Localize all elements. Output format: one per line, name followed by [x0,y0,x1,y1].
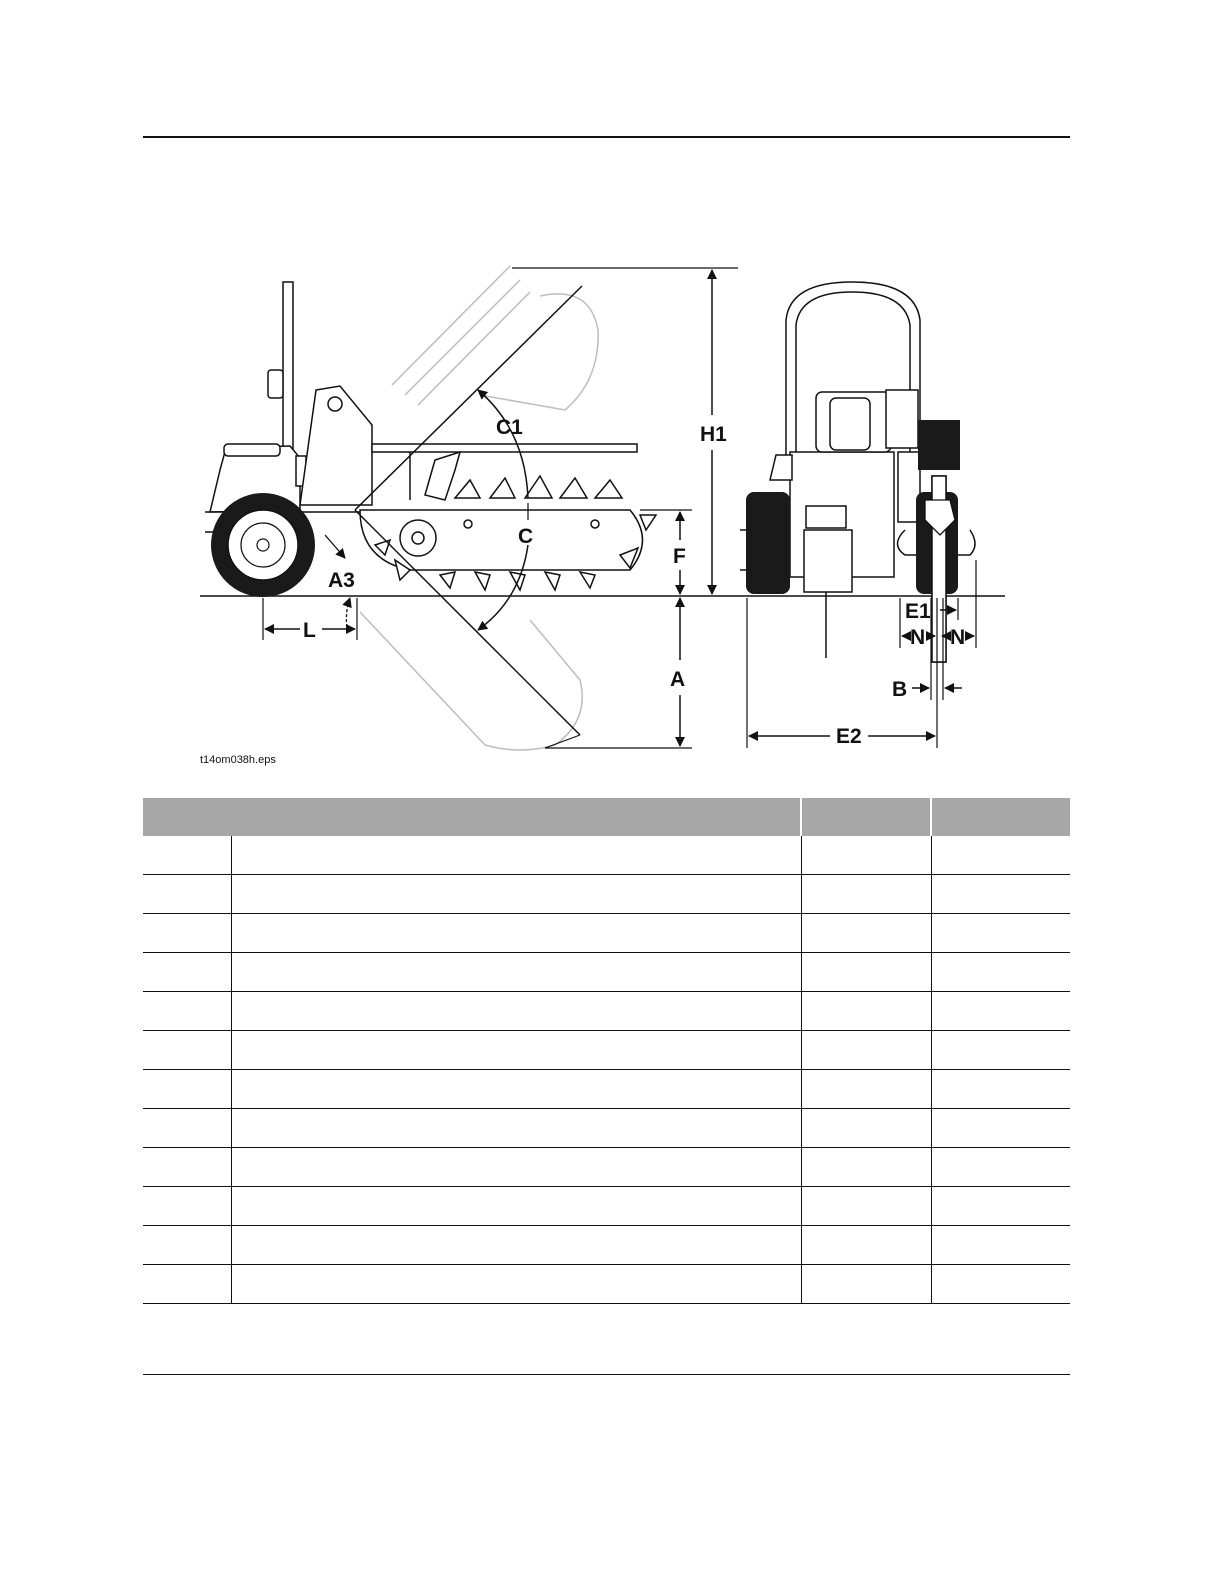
trencher-dimension-diagram [0,0,1224,790]
label-c1: C1 [496,416,523,439]
table-cell [231,1226,801,1265]
boom-lowered-outline [360,612,582,750]
table-cell [231,1187,801,1226]
table-cell [143,992,231,1031]
table-cell [231,1070,801,1109]
table-row [143,914,1070,953]
table-row [143,1226,1070,1265]
table-row [143,1265,1070,1304]
label-e2: E2 [836,725,862,748]
table-cell [801,1265,931,1304]
table-cell [231,875,801,914]
table-cell [801,875,931,914]
table-cell [931,1031,1070,1070]
table-row [143,1109,1070,1148]
table-cell [231,914,801,953]
table-cell [801,1031,931,1070]
label-a: A [670,668,686,691]
table-cell [801,992,931,1031]
table-cell [931,1226,1070,1265]
boom-raised-outline [392,266,598,410]
table-cell [801,1070,931,1109]
bottom-rule [143,1374,1070,1375]
table-cell [143,1148,231,1187]
table-cell [801,914,931,953]
table-cell [931,1109,1070,1148]
table-cell [931,836,1070,875]
table-row [143,875,1070,914]
label-a3: A3 [328,569,355,592]
table-cell [931,1148,1070,1187]
table-cell [801,1226,931,1265]
table-row [143,992,1070,1031]
table-header-cell [801,798,931,836]
table-row [143,836,1070,875]
table-cell [231,1031,801,1070]
table-cell [801,953,931,992]
table-cell [143,1187,231,1226]
rear-left-tire [746,492,790,594]
table-cell [931,1070,1070,1109]
table-cell [931,1265,1070,1304]
table-cell [231,1148,801,1187]
table-cell [143,953,231,992]
table-row [143,1187,1070,1226]
label-n-right: N [950,626,966,649]
table-cell [143,1265,231,1304]
table-row [143,953,1070,992]
label-n-left: N [910,626,926,649]
table-cell [143,1070,231,1109]
table-row [143,1070,1070,1109]
table-header-cell [931,798,1070,836]
label-h1: H1 [700,423,727,446]
side-view-wheel [211,493,315,597]
table-cell [931,914,1070,953]
table-cell [143,875,231,914]
table-cell [143,836,231,875]
table-row [143,1148,1070,1187]
label-f: F [673,545,686,568]
table-cell [931,953,1070,992]
figure-filename: t14om038h.eps [200,754,276,766]
table-cell [231,1265,801,1304]
table-cell [231,1109,801,1148]
table-cell [143,914,231,953]
label-c: C [518,525,534,548]
label-e1: E1 [905,600,931,623]
table-cell [231,992,801,1031]
label-l: L [303,619,316,642]
table-header-cell [143,798,801,836]
table-cell [801,1148,931,1187]
table-cell [801,836,931,875]
table-cell [931,1187,1070,1226]
table-header-row [143,798,1070,836]
label-b: B [892,678,908,701]
table-row [143,1031,1070,1070]
table-cell [143,1109,231,1148]
table-cell [801,1109,931,1148]
table-cell [931,875,1070,914]
table-cell [931,992,1070,1031]
table-cell [801,1187,931,1226]
table-cell [231,836,801,875]
dimension-spec-table [143,798,1070,1304]
table-cell [143,1226,231,1265]
table-cell [143,1031,231,1070]
table-cell [231,953,801,992]
